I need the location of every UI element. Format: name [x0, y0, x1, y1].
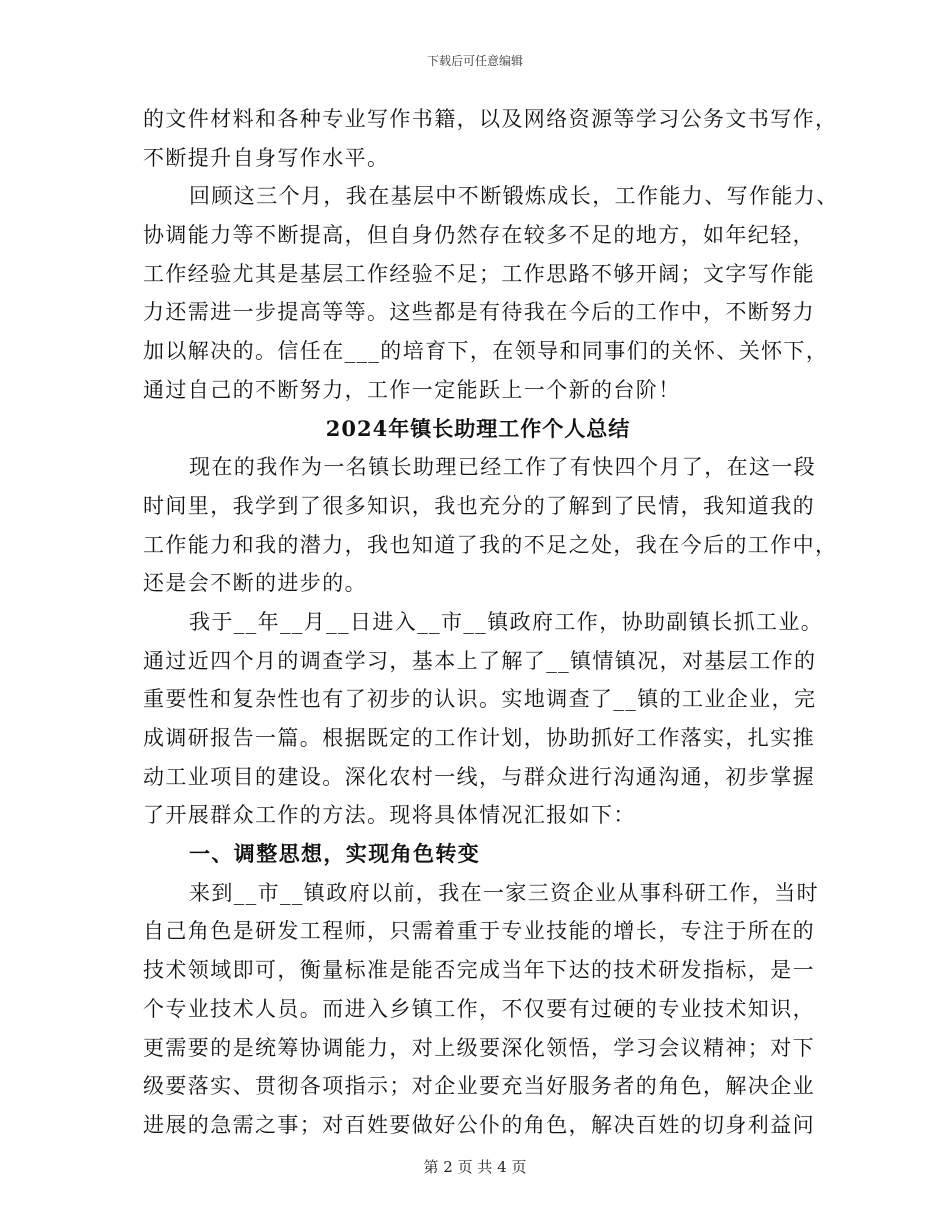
text-line: 自己角色是研发工程师，只需着重于专业技能的增长，专注于所在的: [143, 919, 815, 944]
text-line: 协调能力等不断提高，但自身仍然存在较多不足的地方，如年纪轻，: [143, 223, 815, 248]
text-line: 工作能力和我的潜力，我也知道了我的不足之处，我在今后的工作中，: [143, 532, 838, 557]
text-line: 的文件材料和各种专业写作书籍，以及网络资源等学习公务文书写作，: [143, 107, 838, 131]
text-line: 通过自己的不断努力，工作一定能跃上一个新的台阶！: [143, 377, 681, 402]
text-line: 来到__市__镇政府以前，我在一家三资企业从事科研工作，当时: [189, 880, 819, 905]
text-line: 技术领域即可，衡量标准是能否完成当年下达的技术研发指标，是一: [143, 958, 815, 983]
text-line: 进展的急需之事；对百姓要做好公仆的角色，解决百姓的切身利益问: [143, 1112, 815, 1137]
text-line: 动工业项目的建设。深化农村一线，与群众进行沟通沟通，初步掌握: [143, 764, 815, 789]
text-line: 加以解决的。信任在___的培育下，在领导和同事们的关怀、关怀下，: [143, 339, 829, 364]
text-line: 工作经验尤其是基层工作经验不足；工作思路不够开阔；文字写作能: [143, 261, 815, 286]
section-heading: 一、调整思想，实现角色转变: [189, 841, 481, 867]
text-line: 通过近四个月的调查学习，基本上了解了__镇情镇况，对基层工作的: [143, 648, 817, 673]
text-line: 重要性和复杂性也有了初步的认识。实地调查了__镇的工业企业，完: [143, 687, 817, 712]
text-line: 回顾这三个月，我在基层中不断锻炼成长，工作能力、写作能力、: [189, 184, 839, 209]
section-title: 2024年镇长助理工作个人总结: [325, 415, 631, 441]
text-line: 时间里，我学到了很多知识，我也充分的了解到了民情，我知道我的: [143, 493, 815, 518]
text-line: 个专业技术人员。而进入乡镇工作，不仅要有过硬的专业技术知识，: [143, 996, 815, 1021]
text-line: 现在的我作为一名镇长助理已经工作了有快四个月了，在这一段: [189, 455, 817, 480]
text-line: 我于__年__月__日进入__市__镇政府工作，协助副镇长抓工业。: [189, 609, 824, 634]
text-line: 成调研报告一篇。根据既定的工作计划，协助抓好工作落实，扎实推: [143, 726, 815, 750]
document-body: [143, 100, 839, 1145]
text-line: 更需要的是统筹协调能力，对上级要深化领悟，学习会议精神；对下: [143, 1035, 815, 1060]
text-line: 力还需进一步提高等等。这些都是有待我在今后的工作中，不断努力: [143, 300, 815, 325]
text-line: 不断提升自身写作水平。: [143, 145, 390, 170]
page-header: 下载后可任意编辑: [426, 54, 523, 68]
page-footer: 第 2 页 共 4 页: [423, 1158, 527, 1176]
text-line: 了开展群众工作的方法。现将具体情况汇报如下：: [143, 803, 636, 828]
text-line: 级要落实、贯彻各项指示；对企业要充当好服务者的角色，解决企业: [143, 1074, 815, 1099]
text-line: 还是会不断的进步的。: [143, 571, 367, 596]
